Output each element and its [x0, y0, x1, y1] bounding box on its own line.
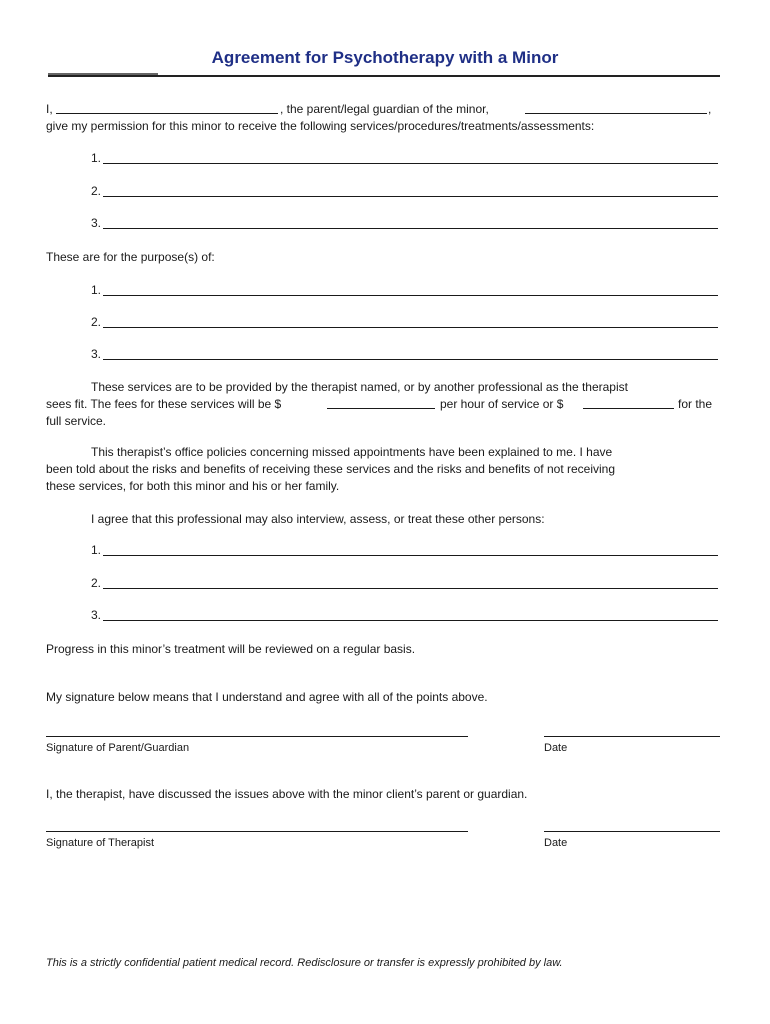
therapist-date-field[interactable]: [544, 831, 720, 832]
intro-mid: , the parent/legal guardian of the minor,: [280, 102, 489, 116]
parent-signature-field[interactable]: [46, 736, 468, 737]
others-heading: I agree that this professional may also interview, assess, or treat these other persons:: [91, 512, 545, 526]
purpose-heading: These are for the purpose(s) of:: [46, 250, 215, 264]
services-item-field[interactable]: [103, 196, 718, 197]
parent-signature-label: Signature of Parent/Guardian: [46, 742, 190, 754]
others-item-number: 2.: [91, 576, 102, 590]
purpose-item-number: 1.: [91, 283, 102, 297]
therapist-signature-label: Signature of Therapist: [46, 837, 155, 849]
guardian-name-field[interactable]: [56, 113, 278, 114]
title-rule: [48, 75, 720, 77]
services-item-number: 2.: [91, 184, 102, 198]
purpose-item-field[interactable]: [103, 327, 718, 328]
others-item-field[interactable]: [103, 555, 718, 556]
policies-line-1: This therapist’s office policies concerning missed appointments have been explained to me. I have: [91, 445, 613, 459]
services-item-number: 1.: [91, 151, 102, 165]
services-item-field[interactable]: [103, 163, 718, 164]
intro-suffix: ,: [708, 102, 712, 116]
page-title: Agreement for Psychotherapy with a Minor: [211, 48, 559, 67]
fees-line-2a: sees fit. The fees for these services will be $: [46, 397, 282, 411]
confidentiality-footer: This is a strictly confidential patient medical record. Redisclosure or transfer is expressly prohibited by law.: [46, 957, 563, 969]
hourly-fee-field[interactable]: [327, 408, 435, 409]
therapist-signature-field[interactable]: [46, 831, 468, 832]
others-item-field[interactable]: [103, 588, 718, 589]
intro-line-2: give my permission for this minor to receive the following services/procedures/treatments/assessments:: [46, 119, 595, 133]
therapist-date-label: Date: [544, 837, 568, 849]
therapist-statement: I, the therapist, have discussed the issues above with the minor client’s parent or guardian.: [46, 787, 528, 801]
services-item-number: 3.: [91, 216, 102, 230]
parent-date-field[interactable]: [544, 736, 720, 737]
fees-line-1: These services are to be provided by the therapist named, or by another professional as the therapist: [91, 380, 628, 394]
intro-prefix: I,: [46, 102, 53, 116]
policies-line-3: these services, for both this minor and his or her family.: [46, 479, 340, 493]
policies-line-2: been told about the risks and benefits of receiving these services and the risks and benefits of not receiving: [46, 462, 616, 476]
purpose-item-number: 3.: [91, 347, 102, 361]
purpose-item-field[interactable]: [103, 295, 718, 296]
purpose-item-field[interactable]: [103, 359, 718, 360]
signature-statement: My signature below means that I understand and agree with all of the points above.: [46, 690, 488, 704]
others-item-number: 3.: [91, 608, 102, 622]
fees-line-3: full service.: [46, 414, 107, 428]
fees-line-2b: per hour of service or $: [440, 397, 564, 411]
full-service-fee-field[interactable]: [583, 408, 674, 409]
purpose-item-number: 2.: [91, 315, 102, 329]
minor-name-field[interactable]: [525, 113, 707, 114]
fees-line-2c: for the: [678, 397, 713, 411]
parent-date-label: Date: [544, 742, 568, 754]
others-item-field[interactable]: [103, 620, 718, 621]
services-item-field[interactable]: [103, 228, 718, 229]
others-item-number: 1.: [91, 543, 102, 557]
progress-statement: Progress in this minor’s treatment will be reviewed on a regular basis.: [46, 642, 416, 656]
